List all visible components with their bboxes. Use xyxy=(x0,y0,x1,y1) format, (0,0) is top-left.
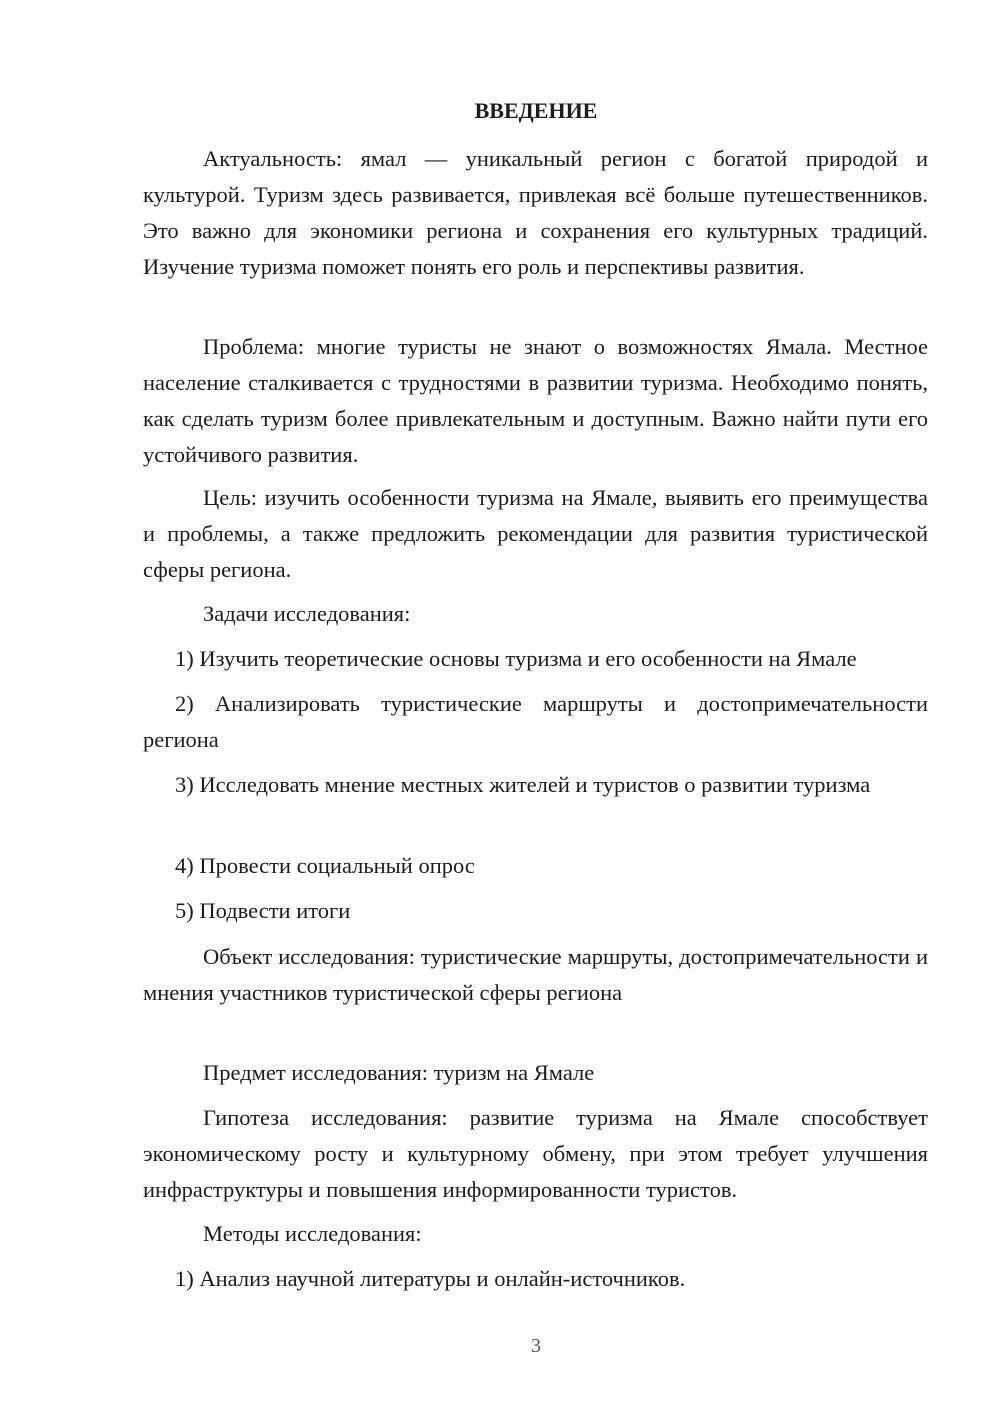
problem-paragraph: Проблема: многие туристы не знают о возможностях Ямала. Местное население сталкивается с трудностями в развитии туризма. Необходимо понять, как сделать туризм более привлекательным и доступным. Важно найти пути его устойчивого развития. xyxy=(143,334,928,467)
task-item: 1) Изучить теоретические основы туризма и его особенности на Ямале xyxy=(175,646,857,671)
goal-paragraph: Цель: изучить особенности туризма на Ямале, выявить его преимущества и проблемы, а также предложить рекомендации для развития туристической сферы региона. xyxy=(143,485,928,582)
hypothesis-paragraph: Гипотеза исследования: развитие туризма на Ямале способствует экономическому росту и культурному обмену, при этом требует улучшения инфраструктуры и повышения информированности туристов. xyxy=(143,1105,928,1202)
task-item: 2) Анализировать туристические маршруты и достопримечательности региона xyxy=(143,691,928,752)
tasks-heading: Задачи исследования: xyxy=(203,601,411,626)
methods-heading: Методы исследования: xyxy=(203,1221,422,1246)
section-title: ВВЕДЕНИЕ xyxy=(474,98,598,123)
task-item: 5) Подвести итоги xyxy=(175,898,351,923)
task-item: 3) Исследовать мнение местных жителей и туристов о развитии туризма xyxy=(175,772,871,797)
object-paragraph: Объект исследования: туристические маршруты, достопримечательности и мнения участников туристической сферы региона xyxy=(143,944,928,1005)
subject-paragraph: Предмет исследования: туризм на Ямале xyxy=(203,1060,595,1085)
task-item: 4) Провести социальный опрос xyxy=(175,853,475,878)
relevance-paragraph: Актуальность: ямал — уникальный регион с богатой природой и культурой. Туризм здесь развивается, привлекая всё больше путешественников. Это важно для экономики региона и сохранения его культурных традиций. Изучение туризма поможет понять его роль и перспективы развития. xyxy=(143,146,928,279)
page-number: 3 xyxy=(531,1335,541,1357)
method-item: 1) Анализ научной литературы и онлайн-источников. xyxy=(175,1266,686,1291)
